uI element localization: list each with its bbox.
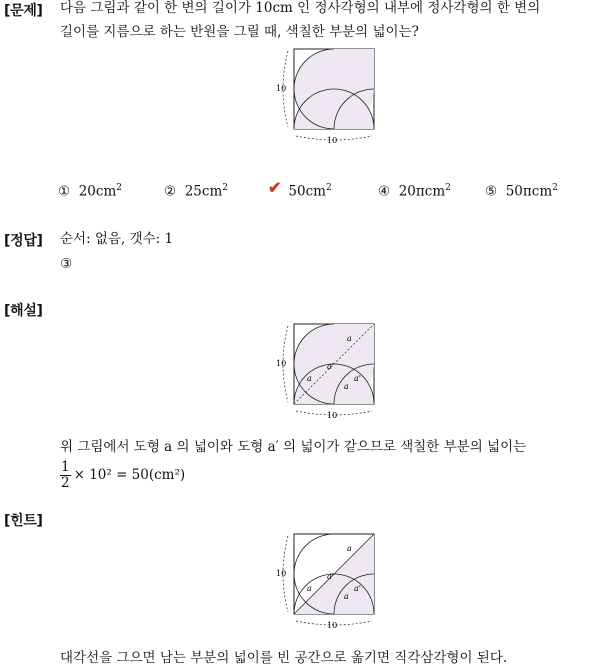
choice-4-sup: 2 — [445, 183, 451, 193]
choice-1-value: 20cm — [78, 183, 117, 200]
choice-3[interactable] — [268, 178, 332, 200]
formula-rest: × 10² = 50(cm²) — [73, 467, 186, 483]
problem-tag: [문제] — [4, 3, 43, 19]
explanation-line1: 위 그림에서 도형 a 의 넓이와 도형 a′ 의 넓이가 같으므로 색칠한 부분의 넓이는 — [60, 439, 527, 455]
hint-tag: [힌트] — [4, 513, 43, 529]
hint-figure — [274, 531, 384, 631]
fraction-denominator: 2 — [61, 475, 70, 491]
hint-bottom-label: 10 — [327, 621, 338, 630]
explanation-label-aprime-mid: a' — [327, 362, 334, 371]
choice-4-number: ④ — [378, 183, 391, 200]
answer-tag: [정답] — [4, 233, 43, 249]
hint-label-aprime-right: a' — [354, 584, 361, 593]
choice-1[interactable] — [58, 183, 122, 200]
hint-side-label: 10 — [276, 569, 287, 578]
explanation-formula — [60, 460, 185, 491]
hint-line1: 대각선을 그으면 남는 부분의 넓이를 빈 공간으로 옮기면 직각삼각형이 된다. — [60, 650, 508, 666]
explanation-tag: [해설] — [4, 303, 43, 319]
fraction — [60, 460, 71, 491]
choice-2[interactable] — [164, 183, 228, 200]
choice-3-value: 50cm — [288, 183, 326, 200]
explanation-side-label: 10 — [276, 359, 287, 368]
explanation-label-aprime-right: a' — [354, 374, 361, 383]
choice-5-value: 50πcm — [505, 183, 553, 200]
choice-5-number: ⑤ — [485, 183, 498, 200]
choice-1-sup: 2 — [116, 183, 122, 193]
hint-label-a-top: a — [347, 544, 352, 553]
choice-2-sup: 2 — [222, 183, 228, 193]
hint-label-a-left: a — [307, 584, 312, 593]
choice-2-number: ② — [164, 183, 177, 200]
choice-2-value: 25cm — [184, 183, 223, 200]
checkmark-icon: ✔ — [268, 178, 282, 197]
explanation-label-a-bottom: a — [344, 382, 349, 391]
explanation-label-a-left: a — [307, 374, 312, 383]
choice-4[interactable] — [378, 183, 451, 200]
explanation-figure — [274, 321, 384, 421]
choice-5[interactable] — [485, 183, 558, 200]
problem-text-line1: 다음 그림과 같이 한 변의 길이가 10cm 인 정사각형의 내부에 정사각형의 한 변의 — [60, 0, 541, 16]
hint-label-a-bottom: a — [344, 592, 349, 601]
choice-5-sup: 2 — [552, 183, 558, 193]
explanation-bottom-label: 10 — [327, 411, 338, 420]
choice-3-sup: 2 — [325, 183, 332, 193]
explanation-label-a-top: a — [347, 334, 352, 343]
answer-line1: 순서: 없음, 갯수: 1 — [60, 231, 174, 247]
choice-1-number: ① — [58, 183, 71, 200]
choice-4-value: 20πcm — [398, 183, 446, 200]
hint-label-aprime-mid: a' — [327, 572, 334, 581]
answer-line2: ③ — [60, 256, 73, 272]
problem-side-label: 10 — [276, 84, 287, 93]
problem-figure — [274, 46, 384, 146]
problem-bottom-label: 10 — [327, 136, 338, 145]
fraction-numerator: 1 — [61, 459, 70, 475]
problem-text-line2: 길이를 지름으로 하는 반원을 그릴 때, 색칠한 부분의 넓이는? — [60, 24, 419, 40]
